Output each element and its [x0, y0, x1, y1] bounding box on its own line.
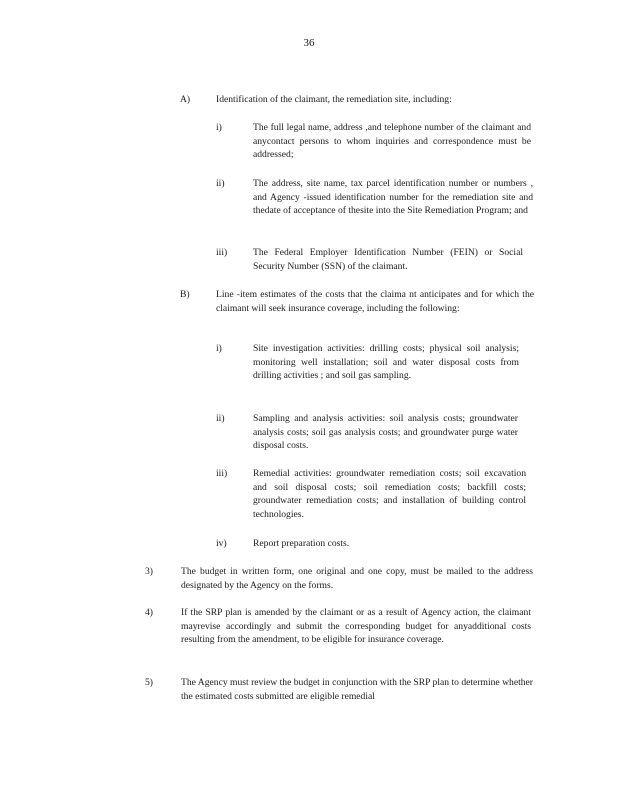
- section-a-text: Identification of the claimant, the remediation site, including:: [216, 94, 452, 105]
- section-b-label: B): [180, 289, 190, 300]
- section-b-item-3-label: iii): [216, 468, 228, 479]
- section-a-item-2-label: ii): [216, 178, 225, 189]
- item-5-text: The Agency must review the budget in conjunction with the SRP plan to determine whether the estimated costs submitted are eligible remedial: [181, 677, 533, 702]
- section-b-item-1-label: i): [216, 343, 222, 354]
- item-4-label: 4): [145, 607, 153, 618]
- page-number: 36: [303, 37, 315, 49]
- item-5-label: 5): [145, 677, 153, 688]
- section-b-item-4-text: Report preparation costs.: [253, 538, 350, 549]
- section-b-item-2-text: Sampling and analysis activities: soil analysis costs; groundwater analysis costs; soil gas analysis costs; and groundwater purge water disposal costs.: [253, 413, 518, 451]
- section-b-item-1-text: Site investigation activities: drilling costs; physical soil analysis; monitoring well installation; soil and water disposal costs from drilling activities ; and soil gas sampling.: [253, 343, 519, 381]
- item-3-label: 3): [145, 566, 153, 577]
- item-4-text: If the SRP plan is amended by the claimant or as a result of Agency action, the claimant mayrevise accordingly and submit the corresponding budget for anyadditional costs resulting from the amendment, to be eligible for insurance coverage.: [181, 607, 531, 645]
- section-a-item-2-text: The address, site name, tax parcel identification number or numbers , and Agency -issued identification number for the remediation site and thedate of acceptance of thesite into the Site Remediation Program; and: [253, 178, 533, 216]
- section-b-item-4-label: iv): [216, 538, 227, 549]
- section-a-item-1-text: The full legal name, address ,and telephone number of the claimant and anycontact persons to whom inquiries and correspondence must be addressed;: [253, 122, 531, 160]
- section-b-text: Line -item estimates of the costs that the claima nt anticipates and for which the claimant will seek insurance coverage, including the following:: [216, 289, 534, 314]
- section-a-label: A): [180, 94, 191, 105]
- section-a-item-3-label: iii): [216, 247, 228, 258]
- section-b-item-3-text: Remedial activities: groundwater remediation costs; soil excavation and soil disposal costs; soil remediation costs; backfill costs; groundwater remediation costs; and installation of building control technologies.: [253, 468, 526, 520]
- item-3-text: The budget in written form, one original and one copy, must be mailed to the address designated by the Agency on the forms.: [181, 566, 533, 591]
- section-a-item-3-text: The Federal Employer Identification Number (FEIN) or Social Security Number (SSN) of the claimant.: [253, 247, 523, 272]
- section-b-item-2-label: ii): [216, 413, 225, 424]
- section-a-item-1-label: i): [216, 122, 222, 133]
